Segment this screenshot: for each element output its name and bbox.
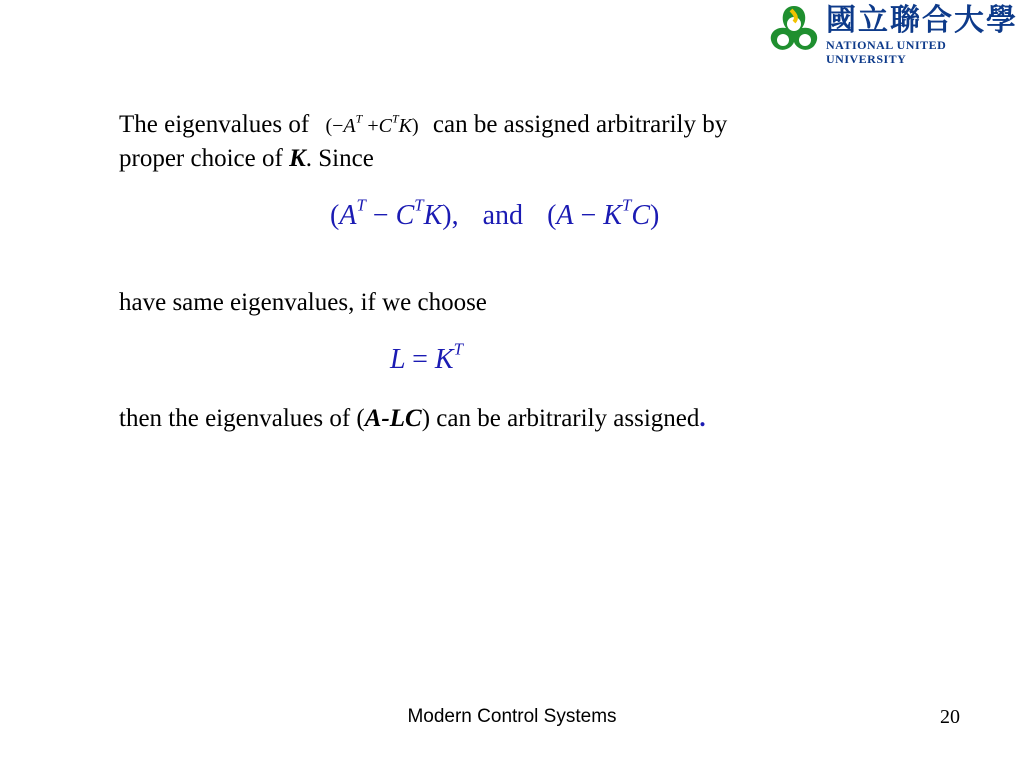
line2-text-start: proper choice of bbox=[119, 145, 290, 172]
line1-text-start: The eigenvalues of bbox=[119, 111, 316, 138]
paragraph-line-2 bbox=[119, 142, 374, 176]
page-number: 20 bbox=[940, 706, 960, 728]
line4-text-end: ) can be arbitrarily assigned bbox=[421, 405, 700, 432]
paragraph-line-3: have same eigenvalues, if we choose bbox=[119, 289, 487, 316]
paragraph-line-1 bbox=[119, 108, 727, 143]
logo-emblem-icon bbox=[764, 2, 824, 56]
university-logo bbox=[764, 2, 1022, 66]
line2-text-end: . Since bbox=[305, 145, 374, 172]
line1-text-end: can be assigned arbitrarily by bbox=[426, 111, 728, 138]
footer-title: Modern Control Systems bbox=[407, 706, 617, 727]
logo-english-name: NATIONAL UNITED UNIVERSITY bbox=[826, 38, 947, 66]
and-word: and bbox=[482, 200, 524, 231]
inline-expression-neg-at-plus-ctk: $(-A^T +C^TK)$ bbox=[325, 111, 419, 137]
logo-chinese-name: 國立聯合大學 bbox=[826, 4, 1018, 37]
equation-matrix-pair: $(A^T - C^TK)$, and $(A - K^TC)$ bbox=[330, 195, 660, 231]
k-symbol: K bbox=[289, 145, 306, 172]
equation-l-equals-kt: $L = K^T$ bbox=[390, 339, 463, 375]
line4-period: . bbox=[699, 405, 706, 432]
alc-expression: A-LC bbox=[364, 405, 422, 432]
paragraph-line-4 bbox=[119, 402, 706, 436]
line4-text-start: then the eigenvalues of ( bbox=[119, 405, 365, 432]
